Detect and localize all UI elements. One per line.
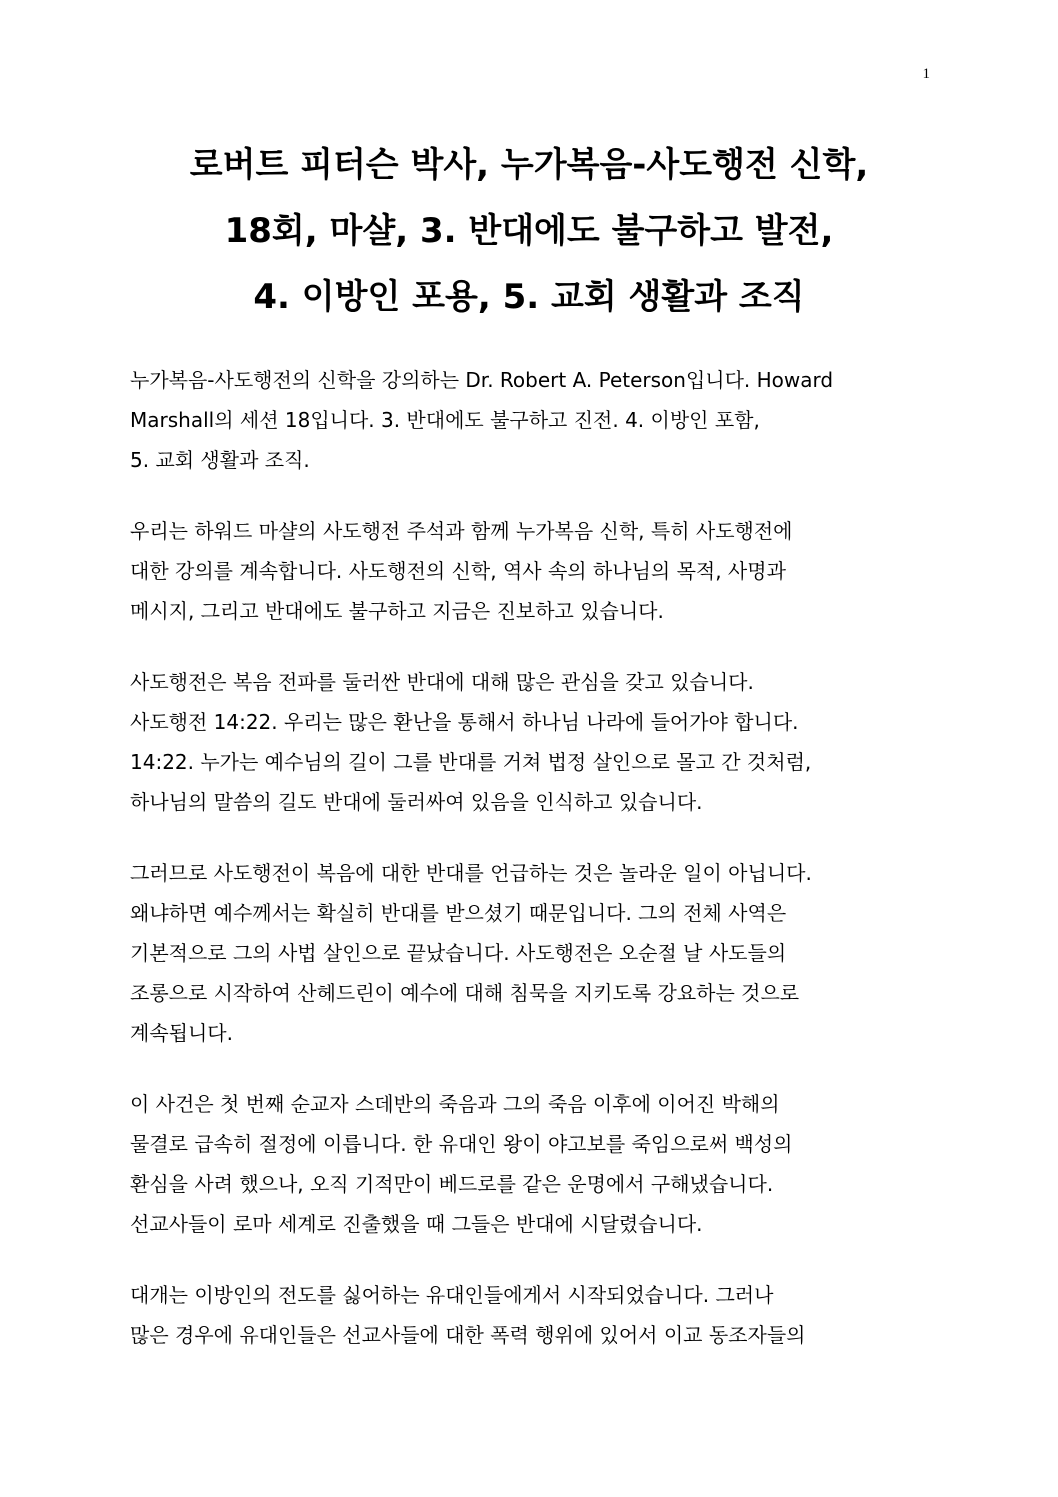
text-line: 물결로 급속히 절정에 이릅니다. 한 유대인 왕이 야고보를 죽임으로써 백성의: [130, 1132, 793, 1156]
text-line: 그러므로 사도행전이 복음에 대한 반대를 언급하는 것은 놀라운 일이 아닙니다.: [130, 861, 812, 885]
text-line: 사도행전 14:22. 우리는 많은 환난을 통해서 하나님 나라에 들어가야 합니다.: [130, 710, 799, 734]
title-line-2: 18회, 마샬, 3. 반대에도 불구하고 발전,: [224, 211, 834, 251]
title-line-1: 로버트 피터슨 박사, 누가복음-사도행전 신학,: [189, 145, 869, 185]
text-line: 기본적으로 그의 사법 살인으로 끝났습니다. 사도행전은 오순절 날 사도들의: [130, 941, 787, 965]
text-line: 왜냐하면 예수께서는 확실히 반대를 받으셨기 때문입니다. 그의 전체 사역은: [130, 901, 787, 925]
paragraph-3: [130, 662, 930, 822]
text-line: 대개는 이방인의 전도를 싫어하는 유대인들에게서 시작되었습니다. 그러나: [130, 1283, 774, 1307]
text-line: 환심을 사려 했으나, 오직 기적만이 베드로를 같은 운명에서 구해냈습니다.: [130, 1172, 774, 1196]
text-line: 계속됩니다.: [130, 1021, 233, 1045]
title-line-3: 4. 이방인 포용, 5. 교회 생활과 조직: [253, 277, 805, 317]
body-text: [130, 360, 930, 1386]
page-number: 1: [922, 66, 930, 82]
document-title: [100, 132, 958, 330]
paragraph-4: [130, 853, 930, 1053]
text-line: 누가복음-사도행전의 신학을 강의하는 Dr. Robert A. Peterson입니다. Howard: [130, 368, 834, 392]
text-line: 많은 경우에 유대인들은 선교사들에 대한 폭력 행위에 있어서 이교 동조자들의: [130, 1323, 806, 1347]
text-line: 선교사들이 로마 세계로 진출했을 때 그들은 반대에 시달렸습니다.: [130, 1212, 703, 1236]
text-line: 메시지, 그리고 반대에도 불구하고 지금은 진보하고 있습니다.: [130, 599, 664, 623]
paragraph-6: [130, 1275, 930, 1355]
text-line: 5. 교회 생활과 조직.: [130, 448, 310, 472]
text-line: 조롱으로 시작하여 산헤드린이 예수에 대해 침묵을 지키도록 강요하는 것으로: [130, 981, 800, 1005]
text-line: 이 사건은 첫 번째 순교자 스데반의 죽음과 그의 죽음 이후에 이어진 박해의: [130, 1092, 780, 1116]
paragraph-5: [130, 1084, 930, 1244]
text-line: 하나님의 말씀의 길도 반대에 둘러싸여 있음을 인식하고 있습니다.: [130, 790, 703, 814]
text-line: 대한 강의를 계속합니다. 사도행전의 신학, 역사 속의 하나님의 목적, 사명과: [130, 559, 786, 583]
text-line: 사도행전은 복음 전파를 둘러싼 반대에 대해 많은 관심을 갖고 있습니다.: [130, 670, 754, 694]
text-line: 우리는 하워드 마샬의 사도행전 주석과 함께 누가복음 신학, 특히 사도행전에: [130, 519, 793, 543]
text-line: 14:22. 누가는 예수님의 길이 그를 반대를 거쳐 법정 살인으로 몰고 간 것처럼,: [130, 750, 812, 774]
paragraph-1: [130, 360, 930, 480]
paragraph-2: [130, 511, 930, 631]
text-line: Marshall의 세션 18입니다. 3. 반대에도 불구하고 진전. 4. 이방인 포함,: [130, 408, 760, 432]
